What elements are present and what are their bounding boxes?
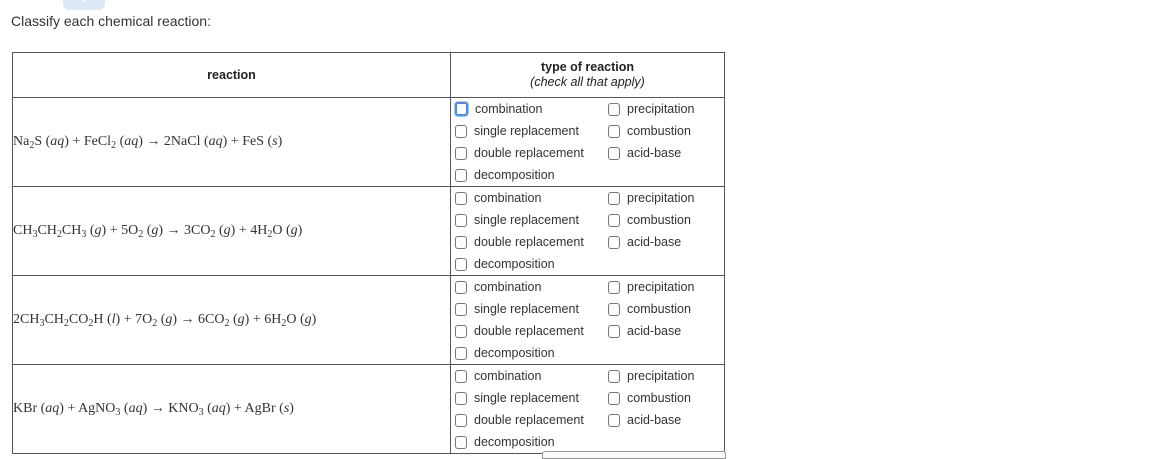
option-label: single replacement — [474, 124, 579, 138]
reaction-equation: KBr (aq) + AgNO$_3$ $(aq) \to KNO_3$ (aq) + AgBr (s) — [13, 365, 451, 454]
checkbox[interactable] — [455, 281, 467, 294]
option-precipitation[interactable] — [608, 365, 724, 387]
checkbox[interactable] — [455, 125, 467, 138]
option-label: combustion — [627, 213, 691, 227]
reaction-row — [13, 187, 725, 276]
option-label: precipitation — [627, 280, 695, 294]
option-single-replacement[interactable] — [455, 387, 608, 409]
checkbox[interactable] — [455, 325, 467, 338]
option-acid-base[interactable] — [608, 231, 724, 253]
checkbox[interactable] — [455, 102, 468, 116]
option-label: double replacement — [474, 324, 584, 338]
option-label: decomposition — [474, 168, 555, 182]
checkbox[interactable] — [608, 414, 620, 427]
option-label: double replacement — [474, 235, 584, 249]
option-label: combustion — [627, 124, 691, 138]
checkbox[interactable] — [608, 392, 620, 405]
checkbox[interactable] — [455, 214, 467, 227]
checkbox[interactable] — [608, 214, 620, 227]
option-label: acid-base — [627, 146, 682, 160]
option-decomposition[interactable] — [455, 431, 608, 453]
option-label: combination — [475, 102, 543, 116]
collapse-tab[interactable] — [63, 0, 105, 10]
checkbox[interactable] — [455, 303, 467, 316]
type-header-subtitle: (check all that apply) — [530, 75, 645, 89]
checkbox[interactable] — [455, 258, 467, 271]
checkbox[interactable] — [455, 147, 467, 160]
option-acid-base[interactable] — [608, 320, 724, 342]
option-label: acid-base — [627, 413, 682, 427]
option-combination[interactable] — [455, 98, 608, 120]
option-label: precipitation — [627, 369, 695, 383]
checkbox[interactable] — [608, 370, 620, 383]
checkbox[interactable] — [608, 303, 620, 316]
option-label: double replacement — [474, 146, 584, 160]
option-label: combustion — [627, 302, 691, 316]
option-label: decomposition — [474, 257, 555, 271]
checkbox[interactable] — [455, 370, 467, 383]
reaction-type-options — [451, 187, 725, 276]
reaction-equation: $Na_2S$ (aq) + FeCl$_2$ (aq) → 2NaCl (aq) + FeS (s) — [13, 98, 451, 187]
option-label: combination — [474, 191, 542, 205]
reaction-row — [13, 365, 725, 454]
bottom-toolbar-edge — [542, 451, 726, 459]
empty-cell — [608, 164, 724, 186]
option-combination[interactable] — [455, 276, 608, 298]
empty-cell — [608, 431, 724, 453]
checkbox[interactable] — [608, 325, 620, 338]
option-label: single replacement — [474, 302, 579, 316]
option-combustion[interactable] — [608, 298, 724, 320]
checkbox[interactable] — [455, 169, 467, 182]
option-single-replacement[interactable] — [455, 209, 608, 231]
checkbox[interactable] — [608, 147, 620, 160]
reaction-row — [13, 276, 725, 365]
option-decomposition[interactable] — [455, 164, 608, 186]
option-precipitation[interactable] — [608, 276, 724, 298]
checkbox[interactable] — [608, 103, 620, 116]
checkbox[interactable] — [455, 392, 467, 405]
option-label: single replacement — [474, 213, 579, 227]
reaction-equation: $CH_3CH_2CH_3$ $(g) + 5O_2$ $(g) \to 3CO_2$ $(g) + 4H_2O$ (g) — [13, 187, 451, 276]
type-header-title: type of reaction — [540, 60, 635, 74]
question-prompt: Classify each chemical reaction: — [11, 13, 211, 29]
option-double-replacement[interactable] — [455, 142, 608, 164]
checkbox[interactable] — [455, 414, 467, 427]
checkbox[interactable] — [608, 236, 620, 249]
option-label: decomposition — [474, 435, 555, 449]
option-combustion[interactable] — [608, 387, 724, 409]
option-label: acid-base — [627, 324, 682, 338]
checkbox[interactable] — [455, 236, 467, 249]
option-single-replacement[interactable] — [455, 298, 608, 320]
empty-cell — [608, 342, 724, 364]
reaction-type-options — [451, 98, 725, 187]
option-decomposition[interactable] — [455, 342, 608, 364]
option-label: acid-base — [627, 235, 682, 249]
option-label: precipitation — [627, 191, 695, 205]
reaction-type-options — [451, 365, 725, 454]
option-single-replacement[interactable] — [455, 120, 608, 142]
option-double-replacement[interactable] — [455, 231, 608, 253]
option-combination[interactable] — [455, 365, 608, 387]
option-combustion[interactable] — [608, 120, 724, 142]
option-double-replacement[interactable] — [455, 409, 608, 431]
option-label: decomposition — [474, 346, 555, 360]
chevron-down-icon — [78, 0, 89, 2]
reaction-column-header: reaction — [13, 53, 451, 98]
option-precipitation[interactable] — [608, 98, 724, 120]
option-label: combination — [474, 280, 542, 294]
option-double-replacement[interactable] — [455, 320, 608, 342]
option-combustion[interactable] — [608, 209, 724, 231]
checkbox[interactable] — [608, 281, 620, 294]
option-label: precipitation — [627, 102, 695, 116]
option-acid-base[interactable] — [608, 409, 724, 431]
checkbox[interactable] — [455, 347, 467, 360]
option-label: single replacement — [474, 391, 579, 405]
option-precipitation[interactable] — [608, 187, 724, 209]
classification-table — [12, 52, 725, 454]
reaction-equation: $2CH_3CH_2CO_2H$ $(l) + 7O_2$ $(g) \to 6CO_2$ $(g) + 6H_2O$ (g) — [13, 276, 451, 365]
empty-cell — [608, 253, 724, 275]
reaction-row — [13, 98, 725, 187]
option-label: combination — [474, 369, 542, 383]
option-label: combustion — [627, 391, 691, 405]
checkbox[interactable] — [608, 125, 620, 138]
checkbox[interactable] — [455, 192, 467, 205]
type-column-header — [451, 53, 725, 98]
option-acid-base[interactable] — [608, 142, 724, 164]
option-label: double replacement — [474, 413, 584, 427]
reaction-type-options — [451, 276, 725, 365]
option-decomposition[interactable] — [455, 253, 608, 275]
checkbox[interactable] — [608, 192, 620, 205]
checkbox[interactable] — [455, 436, 467, 449]
option-combination[interactable] — [455, 187, 608, 209]
